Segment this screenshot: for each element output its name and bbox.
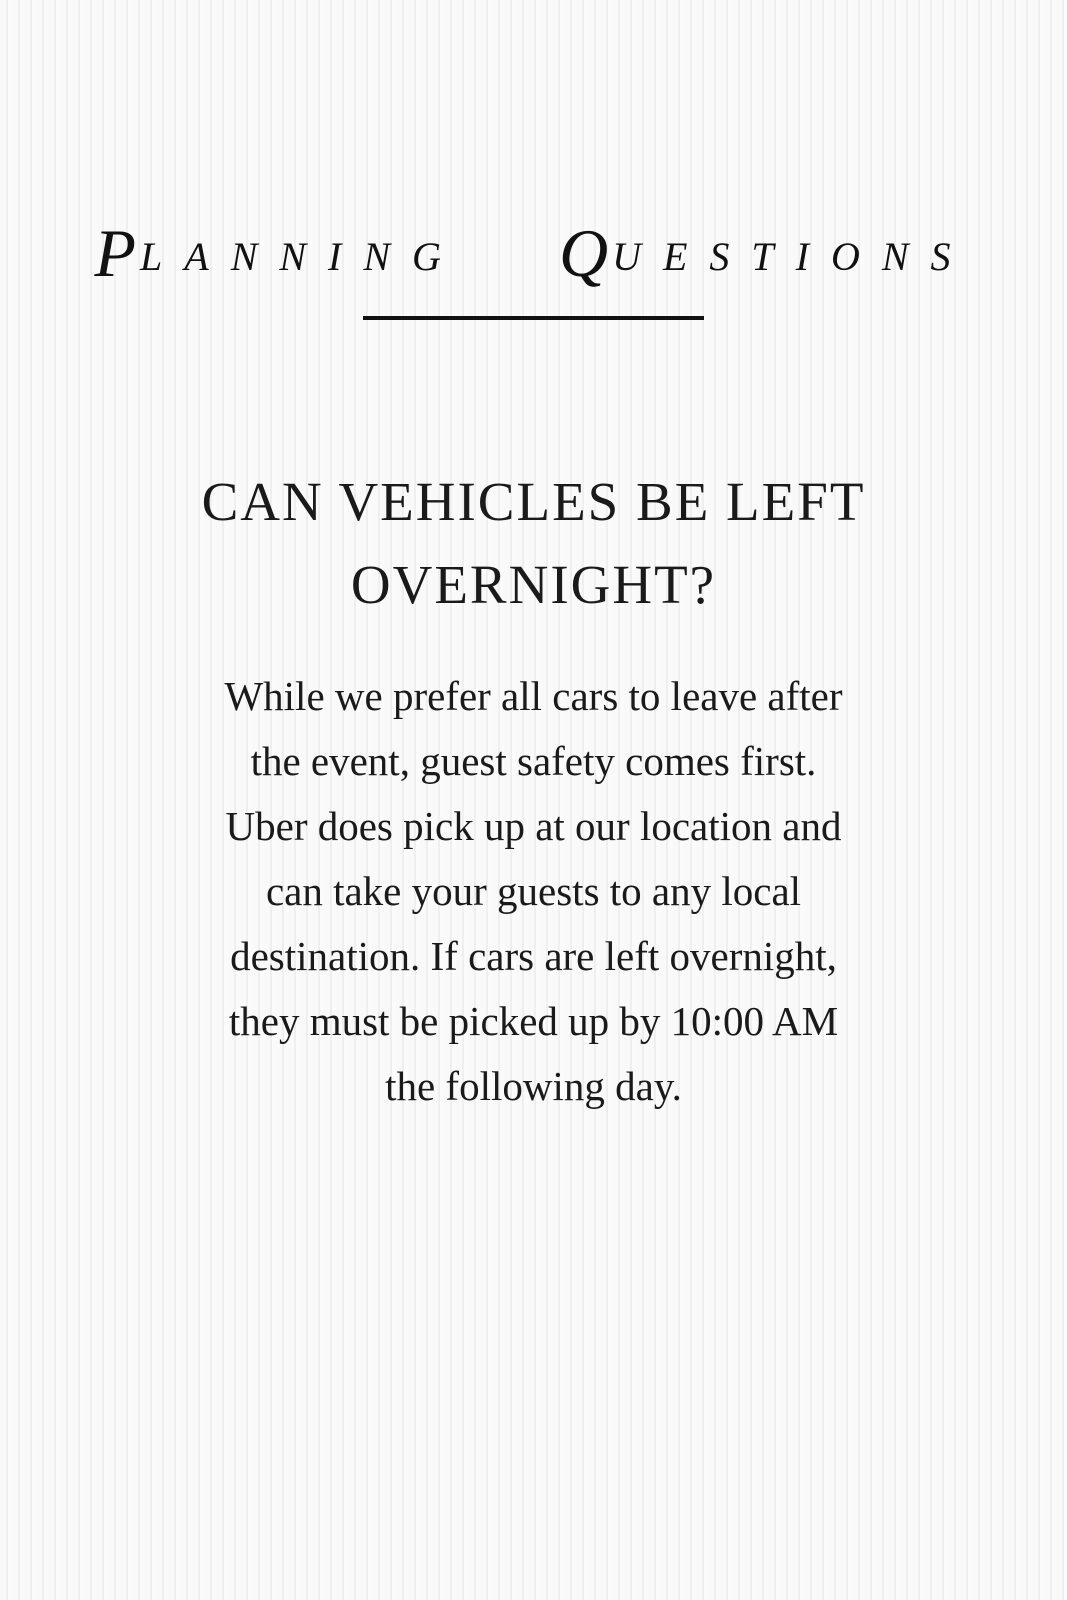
title-divider bbox=[363, 316, 704, 320]
title-word-planning: LANNING bbox=[140, 234, 463, 279]
title-initial-q: Q bbox=[558, 215, 613, 291]
title-initial-p: P bbox=[94, 215, 141, 291]
answer-paragraph: While we prefer all cars to leave after the event, guest safety comes first. Uber does pick up at our location and can take your guests to any local destination. If cars are left overnight, they must be picked up by 10:00 AM the following day. bbox=[224, 673, 843, 1109]
question-heading: CAN VEHICLES BE LEFT OVERNIGHT? bbox=[201, 471, 866, 615]
page-title bbox=[0, 215, 1067, 292]
title-word-questions: UESTIONS bbox=[612, 234, 973, 279]
